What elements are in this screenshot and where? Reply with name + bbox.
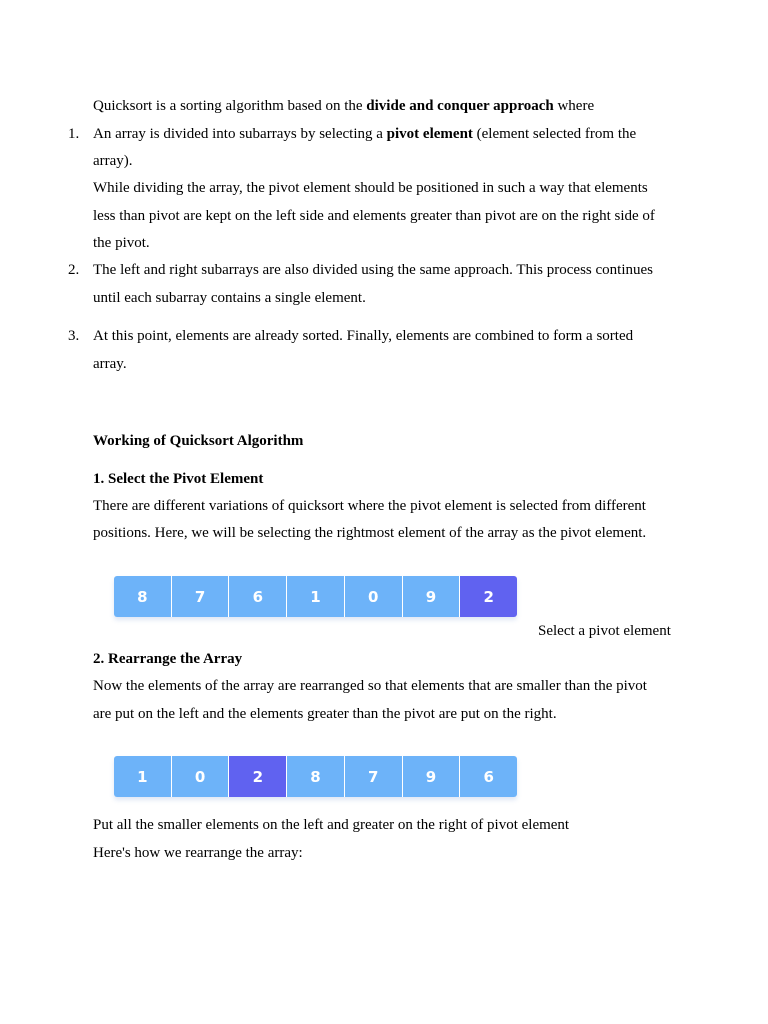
array-rearranged-cell: 0 (172, 756, 230, 797)
select-pivot-text-line-2: positions. Here, we will be selecting the rightmost element of the array as the pivot element. (93, 525, 647, 541)
step-1-text-bold: pivot element (386, 126, 473, 142)
step-1-line-2: array). (93, 153, 133, 169)
rearrange-heading: 2. Rearrange the Array (93, 651, 243, 667)
rearrange-text-line-1: Now the elements of the array are rearranged so that elements that are smaller than the pivot (93, 678, 647, 694)
array-select-pivot (114, 576, 517, 617)
intro-text-bold: divide and conquer approach (366, 98, 554, 114)
array-select-cell: 1 (287, 576, 345, 617)
rearrange-caption: Put all the smaller elements on the left and greater on the right of pivot element (93, 817, 570, 833)
select-pivot-text-line-1: There are different variations of quicksort where the pivot element is selected from different (93, 498, 646, 514)
working-heading: Working of Quicksort Algorithm (93, 433, 304, 449)
intro-text-before: Quicksort is a sorting algorithm based on the (93, 98, 367, 114)
array-select-pivot-cell: 2 (460, 576, 517, 617)
rearrange-text-line-2: are put on the left and the elements greater than the pivot are put on the right. (93, 706, 557, 722)
array-rearranged-pivot-cell: 2 (229, 756, 287, 797)
step-1-text-before: An array is divided into subarrays by selecting a (93, 126, 387, 142)
step-3-line-2: array. (93, 356, 127, 372)
rearrange-followup: Here's how we rearrange the array: (93, 845, 303, 861)
array-rearranged (114, 756, 517, 797)
step-1-extra-line-1: While dividing the array, the pivot element should be positioned in such a way that elements (93, 180, 648, 196)
select-pivot-heading: 1. Select the Pivot Element (93, 471, 264, 487)
step-3-number: 3. (68, 328, 80, 344)
step-1-extra-line-2: less than pivot are kept on the left side and elements greater than pivot are on the right side of (93, 208, 655, 224)
array-select-cell: 0 (345, 576, 403, 617)
step-3-line-1: At this point, elements are already sorted. Finally, elements are combined to form a sorted (93, 328, 634, 344)
step-2-number: 2. (68, 262, 80, 278)
step-2-line-1: The left and right subarrays are also divided using the same approach. This process continues (93, 262, 653, 278)
step-1-text-after: (element selected from the (472, 126, 637, 142)
array-rearranged-cell: 7 (345, 756, 403, 797)
array-rearranged-cell: 1 (114, 756, 172, 797)
step-1-extra-line-3: the pivot. (93, 235, 150, 251)
intro-text-after: where (553, 98, 595, 114)
select-pivot-caption: Select a pivot element (538, 623, 671, 639)
array-rearranged-cell: 8 (287, 756, 345, 797)
step-1-line-1 (93, 125, 636, 143)
step-2-line-2: until each subarray contains a single element. (93, 290, 366, 306)
array-select-cell: 7 (172, 576, 230, 617)
intro-paragraph (93, 97, 594, 115)
step-1-number: 1. (68, 126, 80, 142)
array-select-cell: 9 (403, 576, 461, 617)
array-select-cell: 6 (229, 576, 287, 617)
array-rearranged-cell: 6 (460, 756, 517, 797)
array-rearranged-cell: 9 (403, 756, 461, 797)
array-select-cell: 8 (114, 576, 172, 617)
